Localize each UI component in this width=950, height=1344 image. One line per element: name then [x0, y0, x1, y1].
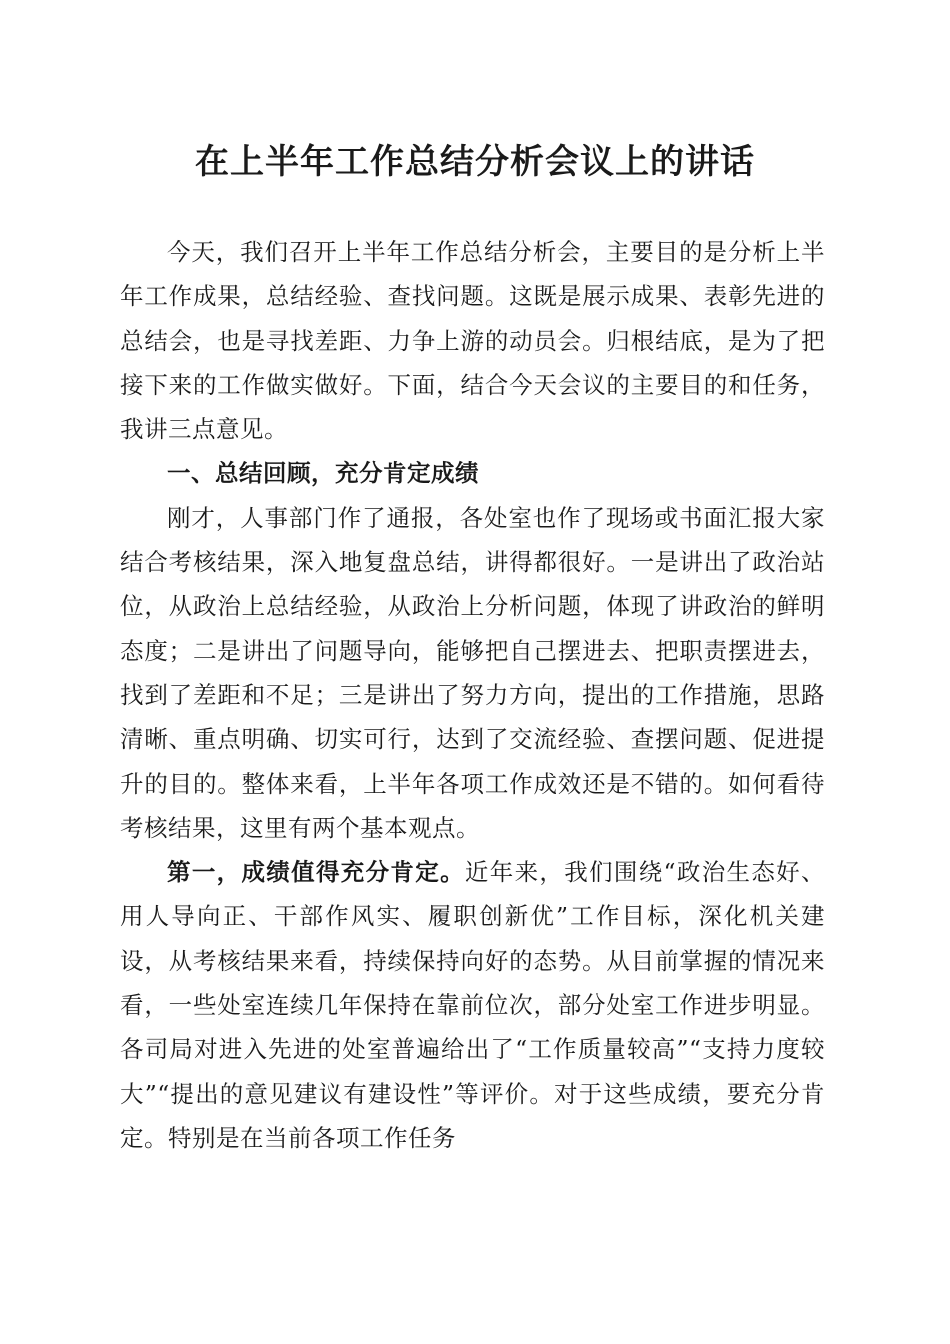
document-title: 在上半年工作总结分析会议上的讲话	[195, 142, 755, 182]
paragraph-3-text: 近年来，我们围绕“政治生态好、用人导向正、干部作风实、履职创新优”工作目标，深化机关建设，从考核结果来看，持续保持向好的态势。从目前掌握的情况来看，一些处室连续几年保持在靠前位次，部分处室工作进步明显。各司局对进入先进的处室普遍给出了“工作质量较高”“支持力度较大”“提出的意见建议有建设性”等评价。对于这些成绩，要充分肯定。特别是在当前各项工作任务	[120, 858, 826, 1152]
intro-paragraph: 今天，我们召开上半年工作总结分析会，主要目的是分析上半年工作成果，总结经验、查找问题。这既是展示成果、表彰先进的总结会，也是寻找差距、力争上游的动员会。归根结底，是为了把接下来的工作做实做好。下面，结合今天会议的主要目的和任务，我讲三点意见。	[120, 238, 825, 444]
document-body	[120, 230, 825, 1160]
body-paragraph-2: 刚才，人事部门作了通报，各处室也作了现场或书面汇报大家结合考核结果，深入地复盘总结，讲得都很好。一是讲出了政治站位，从政治上总结经验，从政治上分析问题，体现了讲政治的鲜明态度；二是讲出了问题导向，能够把自己摆进去、把职责摆进去，找到了差距和不足；三是讲出了努力方向，提出的工作措施，思路清晰、重点明确、切实可行，达到了交流经验、查摆问题、促进提升的目的。整体来看，上半年各项工作成效还是不错的。如何看待考核结果，这里有两个基本观点。	[120, 503, 825, 842]
paragraph-3-lead: 第一，成绩值得充分肯定。	[167, 858, 465, 887]
section-heading-1: 一、总结回顾，充分肯定成绩	[167, 459, 479, 488]
body-paragraph-3	[120, 850, 825, 1160]
